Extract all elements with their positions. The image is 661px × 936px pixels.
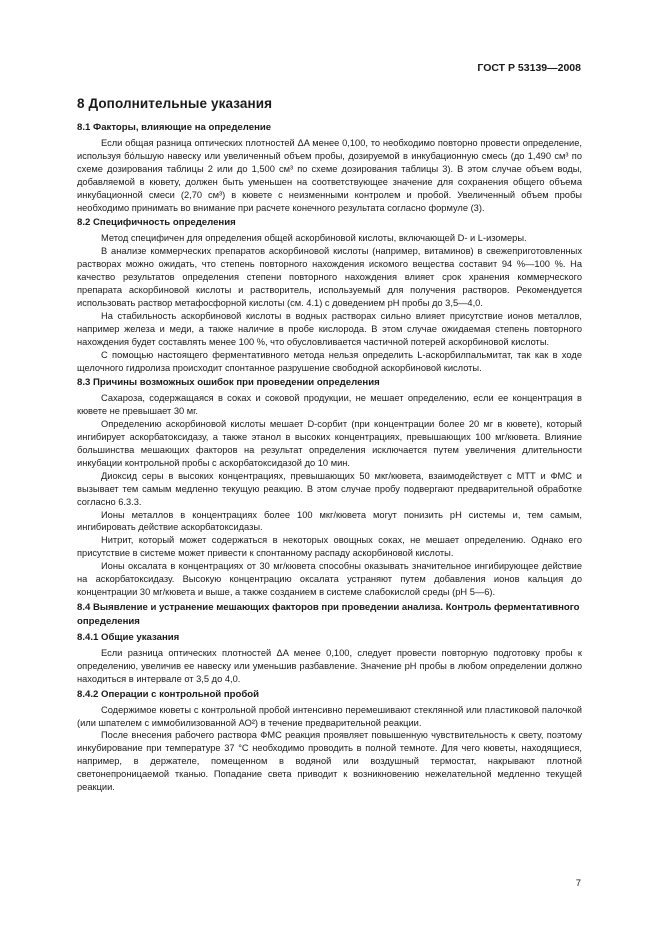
document-code-header: ГОСТ Р 53139—2008 (477, 62, 581, 74)
body-paragraph: Определению аскорбиновой кислоты мешает D-сорбит (при концентрации более 20 мг в кювете), который ингибирует аскорбатоксидазу, а также этанол в высоких концентрациях, превышающих 100 мг/кювета. Влияние большинства мешающих факторов на результат определения исключается путем увеличения длительности инкубации контрольной пробы с аскорбатоксидазой до 10 мин. (77, 419, 582, 468)
body-paragraph: После внесения рабочего раствора ФМС реакция проявляет повышенную чувствительность к свету, поэтому инкубирование при температуре 37 °С необходимо проводить в полной темноте. Для чего кюветы, находящиеся, например, в держателе, помещенном в водяной или воздушный термостат, накрывают плотной светонепроницаемой тканью. Попадание света приводит к возникновению нежелательной медленно текущей реакции. (77, 730, 582, 793)
body-paragraph: Ионы оксалата в концентрациях от 30 мг/кювета способны оказывать значительное ингибирующее действие на аскорбатоксидазу. Высокую концентрацию оксалата устраняют путем добавления ионов кальция до концентрации 30 мг/кювета и выше, а также созданием в системе слабокислой среды (рН 5—6). (77, 561, 582, 597)
body-paragraph: Содержимое кюветы с контрольной пробой интенсивно перемешивают стеклянной или пластиковой палочкой (или шпателем с иммобилизованной АО²) в течение предварительной реакции. (77, 704, 582, 728)
subsection-heading: 8.4.2 Операции с контрольной пробой (77, 688, 260, 700)
body-paragraph: Ионы металлов в концентрациях более 100 мкг/кювета могут понизить рН системы и, тем самым, ингибировать действие аскорбатоксидазы. (77, 509, 582, 533)
body-paragraph: Нитрит, который может содержаться в некоторых овощных соках, не мешает определению. Однако его присутствие в системе может привести к спонтанному распаду аскорбиновой кислоты. (77, 535, 582, 559)
subsection-heading: 8.3 Причины возможных ошибок при проведении определения (77, 377, 380, 389)
body-paragraph: На стабильность аскорбиновой кислоты в водных растворах сильно влияет присутствие ионов металлов, например железа и меди, а также наличие в пробе кислорода. В этом случае ожидаемая степень повторного нахождения будет составлять менее 100 %, что обусловливается частичной потерей аскорбиновой кислоты. (77, 310, 582, 347)
subsection-heading: 8.2 Специфичность определения (77, 217, 236, 229)
body-paragraph: Метод специфичен для определения общей аскорбиновой кислоты, включающей D- и L-изомеры. (101, 233, 527, 244)
body-paragraph: С помощью настоящего ферментативного метода нельзя определить L-аскорбилпальмитат, так как в ходе щелочного гидролиза происходит спонтанное разрушение свободной аскорбиновой кислоты. (77, 349, 582, 373)
subsection-heading: 8.4.1 Общие указания (77, 631, 180, 643)
body-paragraph: Сахароза, содержащаяся в соках и соковой продукции, не мешает определению, если ее концентрация в кювете не превышает 30 мг. (77, 393, 582, 417)
section-content (77, 121, 582, 794)
section-title: 8 Дополнительные указания (77, 96, 273, 111)
body-paragraph: В анализе коммерческих препаратов аскорбиновой кислоты (например, витаминов) в свежеприготовленных растворах можно ожидать, что степень повторного нахождения искомого вещества составит 94 %—100 %. На качество результатов определения степени повторного нахождения влияет срок хранения коммерческого препарата аскорбиновой кислоты и растворитель, используемый для получения растворов. Рекомендуется использовать раствор метафосфорной кислоты (см. 4.1) с доведением рН пробы до 3,5—4,0. (77, 246, 582, 308)
body-paragraph: Диоксид серы в высоких концентрациях, превышающих 50 мкг/кювета, взаимодействует с МТТ и ФМС и вызывает тем самым медленно текущую реакцию. В этом случае пробу подвергают предварительной обработке согласно 6.3.3. (77, 470, 582, 507)
subsection-heading: 8.1 Факторы, влияющие на определение (77, 122, 272, 133)
subsection-heading: 8.4 Выявление и устранение мешающих факторов при проведении анализа. Контроль ферментативного определения (77, 601, 580, 627)
body-paragraph: Если общая разница оптических плотностей ΔA менее 0,100, то необходимо повторно провести определение, используя бо́льшую навеску или увеличенный объем пробы, дозируемой в инкубационную смесь (до 1,490 см³ по схеме дозирования таблицы 2 или до 1,500 см³ по схеме дозирования таблицы 3). В этом случае объем воды, добавляемой в кювету, должен быть уменьшен на соответствующее значение для сохранения общего объема инкубационной смеси (2,70 см³) в кювете с неизменными контролем и пробой. Увеличенный объем пробы необходимо принимать во внимание при расчете конечного результата согласно формуле (3). (77, 138, 582, 213)
document-body (77, 96, 582, 794)
body-paragraph: Если разница оптических плотностей ΔA менее 0,100, следует провести повторную подготовку пробы к определению, увеличив ее навеску или уменьшив разбавление. Значение рН пробы в любом определении должно находиться в интервале от 3,5 до 4,0. (77, 647, 582, 684)
page-number: 7 (575, 878, 581, 889)
